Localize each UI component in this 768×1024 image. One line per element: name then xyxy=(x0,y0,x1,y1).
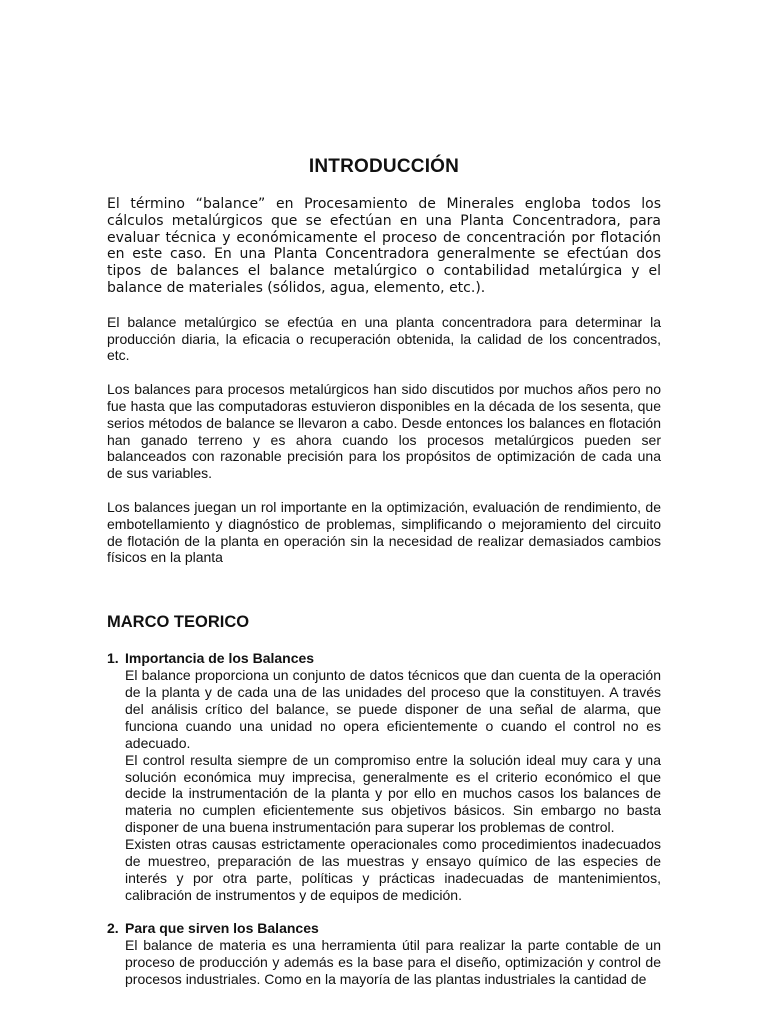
section-heading-text: Importancia de los Balances xyxy=(125,650,315,667)
section-number: 1. xyxy=(107,650,119,667)
numbered-section-heading xyxy=(107,650,661,667)
numbered-section-2 xyxy=(107,920,661,988)
numbered-section-1 xyxy=(107,650,661,904)
section-paragraph: Existen otras causas estrictamente operacionales como procedimientos inadecuados de muestreo, preparación de las muestras y ensayo químico de las especies de interés y por otra parte, políticas y prácticas inadecuadas de mantenimientos, calibración de instrumentos y de equipos de medición. xyxy=(125,836,661,903)
section-number: 2. xyxy=(107,919,119,936)
numbered-section-heading xyxy=(107,920,661,937)
intro-paragraph-2: El balance metalúrgico se efectúa en una planta concentradora para determinar la producción diaria, la eficacia o recuperación obtenida, la calidad de los concentrados, etc. xyxy=(107,313,661,364)
intro-paragraph-3: Los balances para procesos metalúrgicos han sido discutidos por muchos años pero no fue hasta que las computadoras estuvieron disponibles en la década de los sesenta, que serios métodos de balance se llevaron a cabo. Desde entonces los balances en flotación han ganado terreno y es ahora cuando los procesos metalúrgicos pueden ser balanceados con razonable precisión para los propósitos de optimización de cada una de sus variables. xyxy=(107,381,661,482)
section-paragraph: El balance de materia es una herramienta útil para realizar la parte contable de un proceso de producción y además es la base para el diseño, optimización y control de procesos industriales. Como en la mayoría de las plantas industriales la cantidad de xyxy=(125,936,661,987)
numbered-section-body xyxy=(107,667,661,904)
section-heading-text: Para que sirven los Balances xyxy=(125,919,319,936)
section-title: MARCO TEORICO xyxy=(107,613,250,632)
intro-paragraph-1: El término “balance” en Procesamiento de Minerales engloba todos los cálculos metalúrgicos que se efectúan en una Planta Concentradora, para evaluar técnica y económicamente el proceso de concentración por flotación en este caso. En una Planta Concentradora generalmente se efectúan dos tipos de balances el balance metalúrgico o contabilidad metalúrgica y el balance de materiales (sólidos, agua, elemento, etc.). xyxy=(107,196,661,296)
section-paragraph: El control resulta siempre de un compromiso entre la solución ideal muy cara y una solución económica muy imprecisa, generalmente es el criterio económico el que decide la instrumentación de la planta y por ello en muchos casos los balances de materia no cumplen eficientemente sus objetivos básicos. Sin embargo no basta disponer de una buena instrumentación para superar los problemas de control. xyxy=(125,751,661,836)
document-title: INTRODUCCIÓN xyxy=(308,156,460,177)
intro-paragraph-4: Los balances juegan un rol importante en la optimización, evaluación de rendimiento, de embotellamiento y diagnóstico de problemas, simplificando o mejoramiento del circuito de flotación de la planta en operación sin la necesidad de realizar demasiados cambios físicos en la planta xyxy=(107,498,661,566)
numbered-section-body xyxy=(107,937,661,988)
section-paragraph: El balance proporciona un conjunto de datos técnicos que dan cuenta de la operación de la planta y de cada una de las unidades del proceso que la constituyen. A través del análisis crítico del balance, se puede disponer de una señal de alarma, que funciona cuando una unidad no opera eficientemente o cuando el control no es adecuado. xyxy=(125,667,661,751)
